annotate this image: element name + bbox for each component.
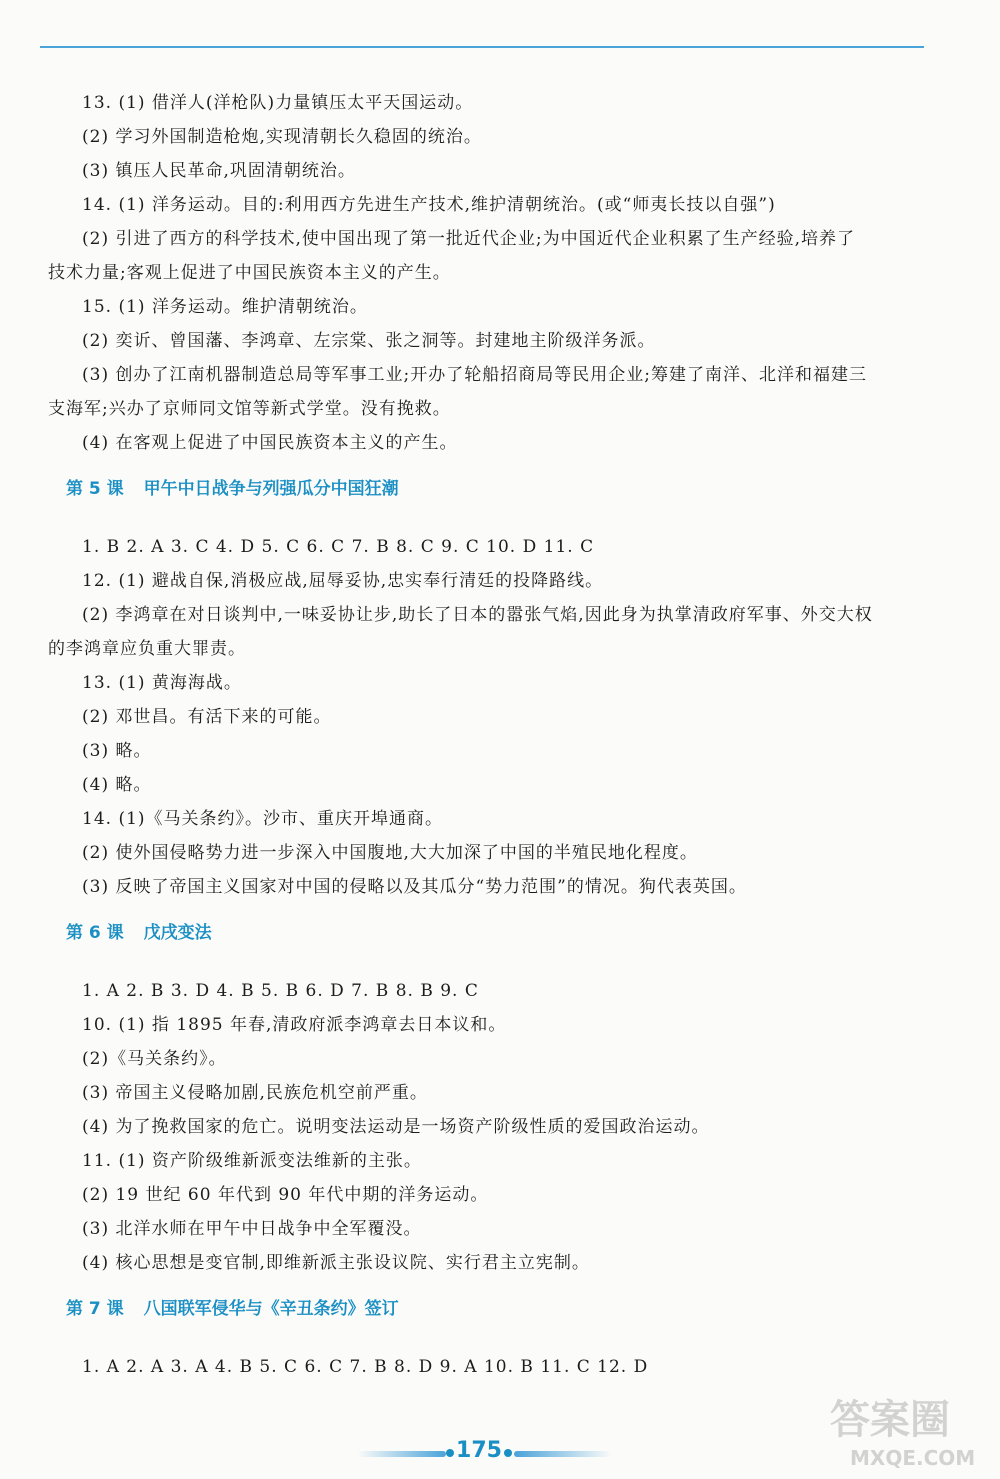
answer-line: (2) 19 世纪 60 年代到 90 年代中期的洋务运动。 [82,1185,489,1205]
answer-line: 13. (1) 黄海海战。 [82,673,242,693]
watermark-logo [820,1385,990,1475]
footer-dot-left [446,1449,454,1457]
svg-text:MXQE.COM: MXQE.COM [850,1446,976,1470]
answer-line: (2) 学习外国制造枪炮,实现清朝长久稳固的统治。 [82,127,482,147]
section-heading-lesson-6 [66,916,928,950]
answer-line: 1. A 2. B 3. D 4. B 5. B 6. D 7. B 8. B 9. C [82,981,479,1001]
answer-line: (2) 李鸿章在对日谈判中,一味妥协让步,助长了日本的嚣张气焰,因此身为执掌清政府军事、外交大权 [82,605,873,625]
answer-line: 15. (1) 洋务运动。维护清朝统治。 [82,297,368,317]
answer-line: 的李鸿章应负重大罪责。 [48,639,246,659]
answer-line: (3) 镇压人民革命,巩固清朝统治。 [82,161,356,181]
section-heading-lesson-7 [66,1292,928,1326]
answer-line: (4) 在客观上促进了中国民族资本主义的产生。 [82,433,458,453]
answer-line: 支海军;兴办了京师同文馆等新式学堂。没有挽救。 [48,399,451,419]
answer-line: (3) 反映了帝国主义国家对中国的侵略以及其瓜分“势力范围”的情况。狗代表英国。 [82,877,747,897]
answer-line: (2) 邓世昌。有活下来的可能。 [82,707,332,727]
lesson-4-answers [48,86,928,460]
answer-line: (3) 北洋水师在甲午中日战争中全军覆没。 [82,1219,422,1239]
footer-dot-right [504,1449,512,1457]
answer-line: (4) 略。 [82,775,152,795]
answer-line: 13. (1) 借洋人(洋枪队)力量镇压太平天国运动。 [82,93,474,113]
footer-ornament-right [514,1451,612,1457]
answer-line: 1. A 2. A 3. A 4. B 5. C 6. C 7. B 8. D 9. A 10. B 11. C 12. D [82,1357,649,1377]
answer-content [48,86,928,1384]
answer-line: (3) 创办了江南机器制造总局等军事工业;开办了轮船招商局等民用企业;筹建了南洋、北洋和福建三 [82,365,867,385]
lesson-number: 第 7 课 [66,1299,124,1319]
answer-line: 技术力量;客观上促进了中国民族资本主义的产生。 [48,263,451,283]
lesson-title: 甲午中日战争与列强瓜分中国狂潮 [143,479,399,499]
answer-line: 11. (1) 资产阶级维新派变法维新的主张。 [82,1151,422,1171]
answer-line: (2) 奕䜣、曾国藩、李鸿章、左宗棠、张之洞等。封建地主阶级洋务派。 [82,331,656,351]
svg-text:答案圈: 答案圈 [830,1397,950,1443]
answer-line: 12. (1) 避战自保,消极应战,屈辱妥协,忠实奉行清廷的投降路线。 [82,571,604,591]
lesson-number: 第 5 课 [66,479,124,499]
footer-ornament-left [358,1451,446,1457]
answer-line: (4) 为了挽救国家的危亡。说明变法运动是一场资产阶级性质的爱国政治运动。 [82,1117,710,1137]
lesson-5-answers [48,530,928,904]
page-number: 175 [456,1438,502,1463]
lesson-title: 戊戌变法 [143,923,212,943]
lesson-6-answers [48,974,928,1280]
answer-line: (2)《马关条约》。 [82,1049,227,1069]
answer-line: (3) 略。 [82,741,152,761]
answer-line: 14. (1) 洋务运动。目的:利用西方先进生产技术,维护清朝统治。(或“师夷长技以自强”) [82,195,776,215]
answer-line: 10. (1) 指 1895 年春,清政府派李鸿章去日本议和。 [82,1015,507,1035]
section-heading-lesson-5 [66,472,928,506]
header-rule [40,46,924,48]
answer-line: (4) 核心思想是变官制,即维新派主张设议院、实行君主立宪制。 [82,1253,590,1273]
lesson-title: 八国联军侵华与《辛丑条约》签订 [143,1299,399,1319]
answer-line: 1. B 2. A 3. C 4. D 5. C 6. C 7. B 8. C 9. C 10. D 11. C [82,537,595,557]
answer-line: (2) 使外国侵略势力进一步深入中国腹地,大大加深了中国的半殖民地化程度。 [82,843,698,863]
answer-line: (2) 引进了西方的科学技术,使中国出现了第一批近代企业;为中国近代企业积累了生产经验,培养了 [82,229,856,249]
lesson-7-answers [48,1350,928,1384]
lesson-number: 第 6 课 [66,923,124,943]
answer-line: (3) 帝国主义侵略加剧,民族危机空前严重。 [82,1083,428,1103]
answer-line: 14. (1)《马关条约》。沙市、重庆开埠通商。 [82,809,444,829]
